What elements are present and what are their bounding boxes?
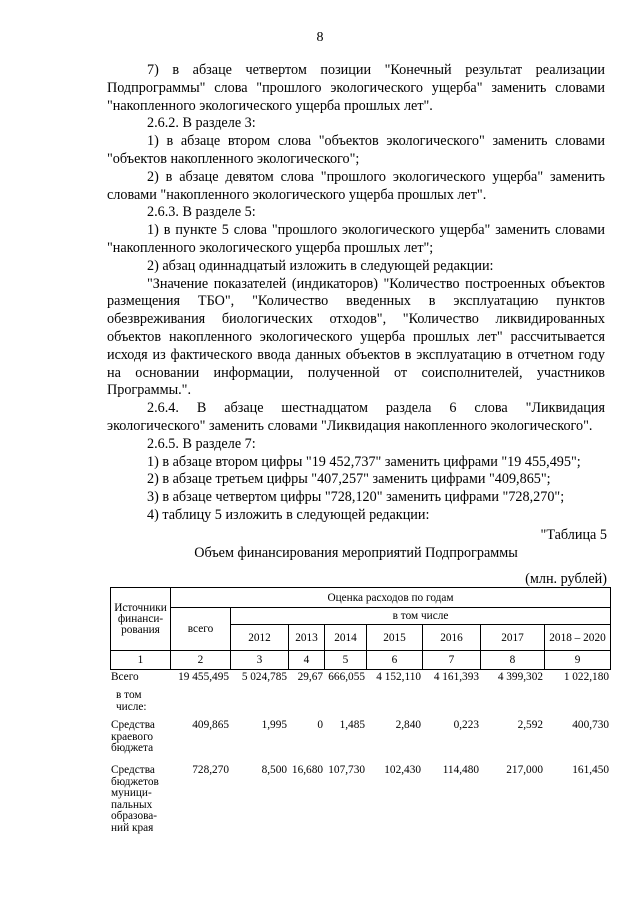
cell-value: 4 161,393 xyxy=(433,671,479,683)
cell-value: 161,450 xyxy=(572,764,609,776)
header-source: Источники финанси- рования xyxy=(111,588,171,651)
header-including: в том числе xyxy=(231,608,611,625)
cell-empty xyxy=(170,690,610,720)
cell-value: 217,000 xyxy=(506,764,543,776)
column-number: 8 xyxy=(481,651,545,670)
paragraph: 7) в абзаце четвертом позиции "Конечный результат реализации Подпрограммы" слова "прошлого экологического ущерба" заменить словами "накопленного экологического ущерба прошлых лет". xyxy=(107,62,605,114)
paragraph: 2.6.5. В разделе 7: xyxy=(147,435,256,452)
cell-value: 0 xyxy=(317,719,323,731)
cell-value: 2,840 xyxy=(395,719,421,731)
document-body xyxy=(107,62,605,525)
cell-value: 4 399,302 xyxy=(497,671,543,683)
cell-value: 8,500 xyxy=(261,764,287,776)
header-year: 2016 xyxy=(423,625,481,651)
cell-value: 102,430 xyxy=(384,764,421,776)
header-estimate: Оценка расходов по годам xyxy=(171,588,611,608)
paragraph: 2.6.4. В абзаце шестнадцатом раздела 6 слова "Ликвидация экологического" заменить словами "Ликвидация накопленного экологического". xyxy=(107,400,605,434)
cell-value: 0,223 xyxy=(453,719,479,731)
paragraph: 1) в абзаце втором слова "объектов экологического" заменить словами "объектов накопленного экологического"; xyxy=(107,133,605,167)
header-year: 2015 xyxy=(367,625,423,651)
financing-table-body xyxy=(110,672,610,837)
header-year: 2014 xyxy=(325,625,367,651)
paragraph: 2) в абзаце девятом слова "прошлого экологического ущерба" заменить словами "накопленного экологического ущерба прошлых лет". xyxy=(107,168,605,203)
cell-value: 1 022,180 xyxy=(563,671,609,683)
row-label: Средства краевого бюджета xyxy=(111,719,155,754)
cell-value: 114,480 xyxy=(442,764,479,776)
row-label: в том числе: xyxy=(116,689,147,713)
column-number: 4 xyxy=(289,651,325,670)
header-total: всего xyxy=(171,608,231,651)
paragraph: "Значение показателей (индикаторов) "Количество построенных объектов размещения ТБО", "Количество введенных в эксплуатацию пунктов обезвреживания биологических отходов", "Количество ликвидированных объектов накопленного экологического ущерба прошлых лет" рассчитывается исходя из фактического ввода данных объектов в эксплуатацию в отчетном году на основании информации, полученной от соисполнителей, участников Программы.". xyxy=(107,275,605,399)
column-number: 7 xyxy=(423,651,481,670)
table-row xyxy=(110,720,610,765)
row-label: Всего xyxy=(111,671,139,683)
column-number: 5 xyxy=(325,651,367,670)
cell-value: 400,730 xyxy=(572,719,609,731)
paragraph: 1) в абзаце втором цифры "19 452,737" заменить цифрами "19 455,495"; xyxy=(147,453,581,470)
column-number: 3 xyxy=(231,651,289,670)
cell-value: 1,995 xyxy=(261,719,287,731)
cell-value: 29,67 xyxy=(297,671,323,683)
cell-value: 5 024,785 xyxy=(241,671,287,683)
cell-value: 16,680 xyxy=(291,764,323,776)
paragraph: 4) таблицу 5 изложить в следующей редакции: xyxy=(147,506,430,523)
cell-value: 666,055 xyxy=(328,671,365,683)
table-title: Объем финансирования мероприятий Подпрограммы xyxy=(194,545,518,561)
table-units: (млн. рублей) xyxy=(525,571,607,587)
paragraph: 1) в пункте 5 слова "прошлого экологического ущерба" заменить словами "накопленного экологического ущерба прошлых лет"; xyxy=(107,222,605,256)
column-number: 6 xyxy=(367,651,423,670)
header-year: 2017 xyxy=(481,625,545,651)
page-number: 8 xyxy=(316,30,324,45)
row-label: Средства бюджетов муници- пальных образова- ний края xyxy=(111,764,159,834)
financing-table-header xyxy=(110,587,611,670)
column-number: 2 xyxy=(171,651,231,670)
table-row xyxy=(110,672,610,690)
paragraph: 3) в абзаце четвертом цифры "728,120" заменить цифрами "728,270"; xyxy=(147,489,565,506)
header-year: 2012 xyxy=(231,625,289,651)
paragraph: 2.6.3. В разделе 5: xyxy=(147,204,256,221)
table-label: "Таблица 5 xyxy=(540,527,607,543)
table-row xyxy=(110,765,610,837)
paragraph: 2.6.2. В разделе 3: xyxy=(147,115,256,132)
table-row xyxy=(110,690,610,720)
cell-value: 728,270 xyxy=(192,764,229,776)
paragraph: 2) в абзаце третьем цифры "407,257" заменить цифрами "409,865"; xyxy=(147,471,551,488)
cell-value: 2,592 xyxy=(517,719,543,731)
paragraph: 2) абзац одиннадцатый изложить в следующей редакции: xyxy=(147,257,494,274)
header-year: 2018 – 2020 xyxy=(545,625,611,651)
cell-value: 107,730 xyxy=(328,764,365,776)
cell-value: 409,865 xyxy=(192,719,229,731)
cell-value: 4 152,110 xyxy=(376,671,421,683)
column-number: 9 xyxy=(545,651,611,670)
cell-value: 1,485 xyxy=(339,719,365,731)
cell-value: 19 455,495 xyxy=(178,671,229,683)
header-year: 2013 xyxy=(289,625,325,651)
column-number: 1 xyxy=(111,651,171,670)
